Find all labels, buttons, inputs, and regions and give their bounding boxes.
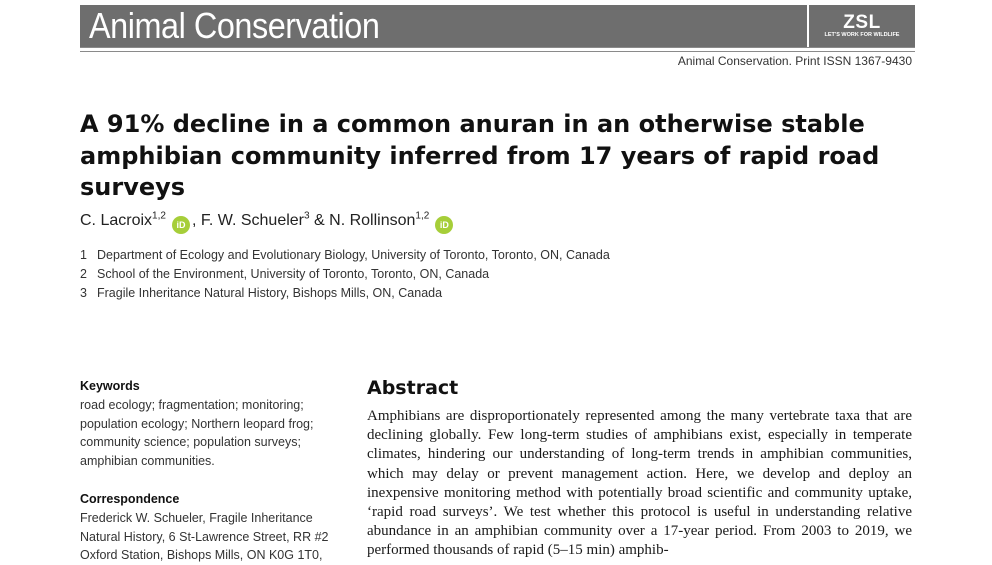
author-name: C. Lacroix — [80, 212, 153, 229]
author-separator: & — [309, 212, 325, 229]
keywords-line: community science; population surveys; — [80, 435, 301, 449]
correspondence-line: Frederick W. Schueler, Fragile Inheritance — [80, 511, 313, 525]
zsl-logo — [807, 5, 915, 47]
correspondence-heading: Correspondence — [80, 492, 180, 506]
journal-title: Animal Conservation — [89, 5, 380, 46]
orcid-icon[interactable]: iD — [435, 216, 453, 234]
correspondence-line: Natural History, 6 St-Lawrence Street, RR #2 — [80, 529, 329, 544]
abstract-heading: Abstract — [367, 377, 459, 399]
article-title: A 91% decline in a common anuran in an otherwise stable amphibian community inferred from 17 years of rapid road surveys — [80, 110, 880, 201]
affiliation-item: 1 Department of Ecology and Evolutionary Biology, University of Toronto, Toronto, ON, Canada — [80, 248, 610, 262]
article-sidebar — [80, 378, 355, 565]
abstract-text: Amphibians are disproportionately represented among the many vertebrate taxa that are declining globally. Few long-term studies of amphibians exist, especially in temperate climates, hindering our understanding of long-term trends in amphibian communities, which may delay or prevent management action. Here, we develop and deploy an inexpensive monitoring method with potentially broad scientific and community uptake, ‘rapid road surveys’. We test whether this protocol is useful in understanding relative abundance in an amphibian community over a 17-year period. From 2003 to 2019, we performed thousands of rapid (5–15 min) amphib- — [367, 408, 912, 559]
author-name: N. Rollinson — [329, 212, 416, 229]
author-list — [80, 212, 455, 234]
correspondence-line: Oxford Station, Bishops Mills, ON K0G 1T0, — [80, 548, 323, 562]
zsl-logo-mark: ZSL — [843, 12, 881, 33]
author-affiliation-marks: 3 — [304, 210, 310, 222]
affiliation-list — [80, 247, 610, 304]
banner-rule — [80, 47, 915, 52]
author-name: F. W. Schueler — [200, 212, 304, 229]
author-affiliation-marks: 1,2 — [415, 210, 430, 222]
author-affiliation-marks: 1,2 — [152, 210, 166, 222]
orcid-icon[interactable]: iD — [172, 216, 190, 234]
keywords-line: road ecology; fragmentation; monitoring; — [80, 398, 304, 412]
journal-banner — [80, 5, 915, 47]
affiliation-item: 3 Fragile Inheritance Natural History, Bishops Mills, ON, Canada — [80, 286, 443, 300]
keywords-line: population ecology; Northern leopard frog; — [80, 416, 314, 431]
keywords-heading: Keywords — [80, 379, 140, 393]
affiliation-item: 2 School of the Environment, University of Toronto, Toronto, ON, Canada — [80, 267, 490, 281]
issn-line: Animal Conservation. Print ISSN 1367-9430 — [677, 54, 912, 68]
zsl-logo-tagline: LET'S WORK FOR WILDLIFE — [824, 32, 900, 38]
keywords-line: amphibian communities. — [80, 453, 215, 468]
author-separator: , — [191, 212, 197, 229]
abstract-section — [367, 376, 912, 561]
